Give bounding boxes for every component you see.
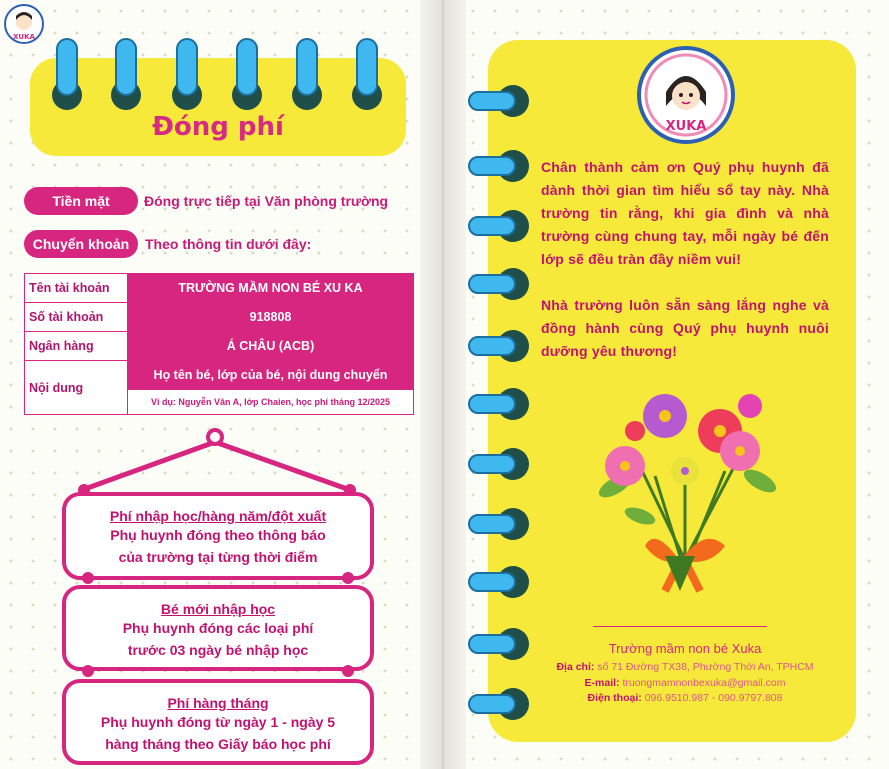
address-value: số 71 Đường TX38, Phường Thới An, TPHCM (597, 661, 814, 673)
spiral-ring (468, 91, 516, 111)
spiral-ring (468, 394, 516, 414)
school-name: Trường mầm non bé Xuka (608, 641, 762, 656)
spiral-ring (468, 454, 516, 474)
spiral-ring (468, 274, 516, 294)
table-row (25, 303, 414, 332)
fee-box-admission (62, 492, 374, 580)
thank-you-paragraph: Chân thành cảm ơn Quý phụ huynh đã dành thời gian tìm hiểu sổ tay này. Nhà trường tin rằng, khi gia đình và nhà trường cùng chung tay, mỗi ngày bé đến lớp sẽ đều tràn đầy niềm vui! (541, 159, 829, 267)
email-label: E-mail: (584, 677, 620, 689)
account-name-label: Tên tài khoản (25, 274, 128, 303)
fee-box-heading: Phí nhập học/hàng năm/đột xuất (109, 508, 327, 524)
fee-box-heading: Bé mới nhập học (160, 601, 276, 617)
spiral-ring (468, 514, 516, 534)
method-transfer-pill: Chuyển khoản (24, 230, 138, 258)
hanger-knob (206, 428, 224, 446)
binder-ring (115, 38, 137, 96)
binder-ring (236, 38, 258, 96)
address-line (488, 661, 882, 673)
link-dot (342, 572, 354, 584)
fee-box-line: của trường tại từng thời điểm (118, 549, 318, 565)
fee-box-monthly (62, 679, 374, 765)
page-title: Đóng phí (152, 112, 284, 142)
account-name-value: TRƯỜNG MẦM NON BÉ XU KA (128, 274, 414, 303)
school-logo-small (4, 4, 44, 44)
fee-box-line: Phụ huynh đóng các loại phí (122, 620, 314, 636)
table-row (25, 361, 414, 390)
spiral-ring (468, 156, 516, 176)
content-value: Họ tên bé, lớp của bé, nội dung chuyển (128, 361, 414, 390)
address-label: Địa chỉ: (556, 661, 595, 673)
phone-line (488, 692, 882, 704)
bank-account-table (24, 273, 414, 415)
spiral-ring (468, 572, 516, 592)
method-transfer-note: Theo thông tin dưới đây: (145, 236, 312, 252)
link-dot (82, 665, 94, 677)
method-cash-pill: Tiền mặt (24, 187, 138, 215)
link-dot (82, 572, 94, 584)
fee-box-line: hàng tháng theo Giấy báo học phí (105, 736, 331, 752)
bank-label: Ngân hàng (25, 332, 128, 361)
content-label: Nội dung (25, 361, 128, 415)
fee-box-line: Phụ huynh đóng theo thông báo (110, 527, 326, 543)
account-number-value: 918808 (128, 303, 414, 332)
fee-box-line: trước 03 ngày bé nhập học (127, 642, 309, 658)
binder-ring (176, 38, 198, 96)
flower-bouquet-image (585, 376, 785, 596)
phone-value: 096.9510.987 - 090.9797.808 (644, 692, 783, 704)
spiral-ring (468, 216, 516, 236)
email-value[interactable]: truongmamnonbexuka@gmail.com (622, 677, 786, 689)
phone-label: Điện thoại: (587, 692, 642, 704)
svg-text:XUKA: XUKA (13, 33, 35, 41)
binder-ring (356, 38, 378, 96)
bank-value: Á CHÂU (ACB) (128, 332, 414, 361)
table-row (25, 332, 414, 361)
binder-ring (296, 38, 318, 96)
email-line (488, 677, 882, 689)
footer-divider (593, 626, 767, 627)
svg-text:XUKA: XUKA (665, 119, 707, 134)
binder-ring (56, 38, 78, 96)
content-example: Ví dụ: Nguyễn Văn A, lớp Chaien, học phí tháng 12/2025 (128, 390, 414, 415)
spiral-ring (468, 336, 516, 356)
method-cash-note: Đóng trực tiếp tại Văn phòng trường (144, 193, 389, 209)
table-row (25, 274, 414, 303)
link-dot (342, 665, 354, 677)
fee-box-heading: Phí hàng tháng (167, 695, 269, 711)
notebook-spine (420, 0, 466, 769)
school-logo (637, 46, 735, 144)
fee-box-new-student (62, 585, 374, 671)
account-number-label: Số tài khoản (25, 303, 128, 332)
commitment-paragraph: Nhà trường luôn sẵn sàng lắng nghe và đồng hành cùng Quý phụ huynh nuôi dưỡng yêu thương! (541, 297, 829, 359)
fee-box-line: Phụ huynh đóng từ ngày 1 - ngày 5 (100, 714, 336, 730)
